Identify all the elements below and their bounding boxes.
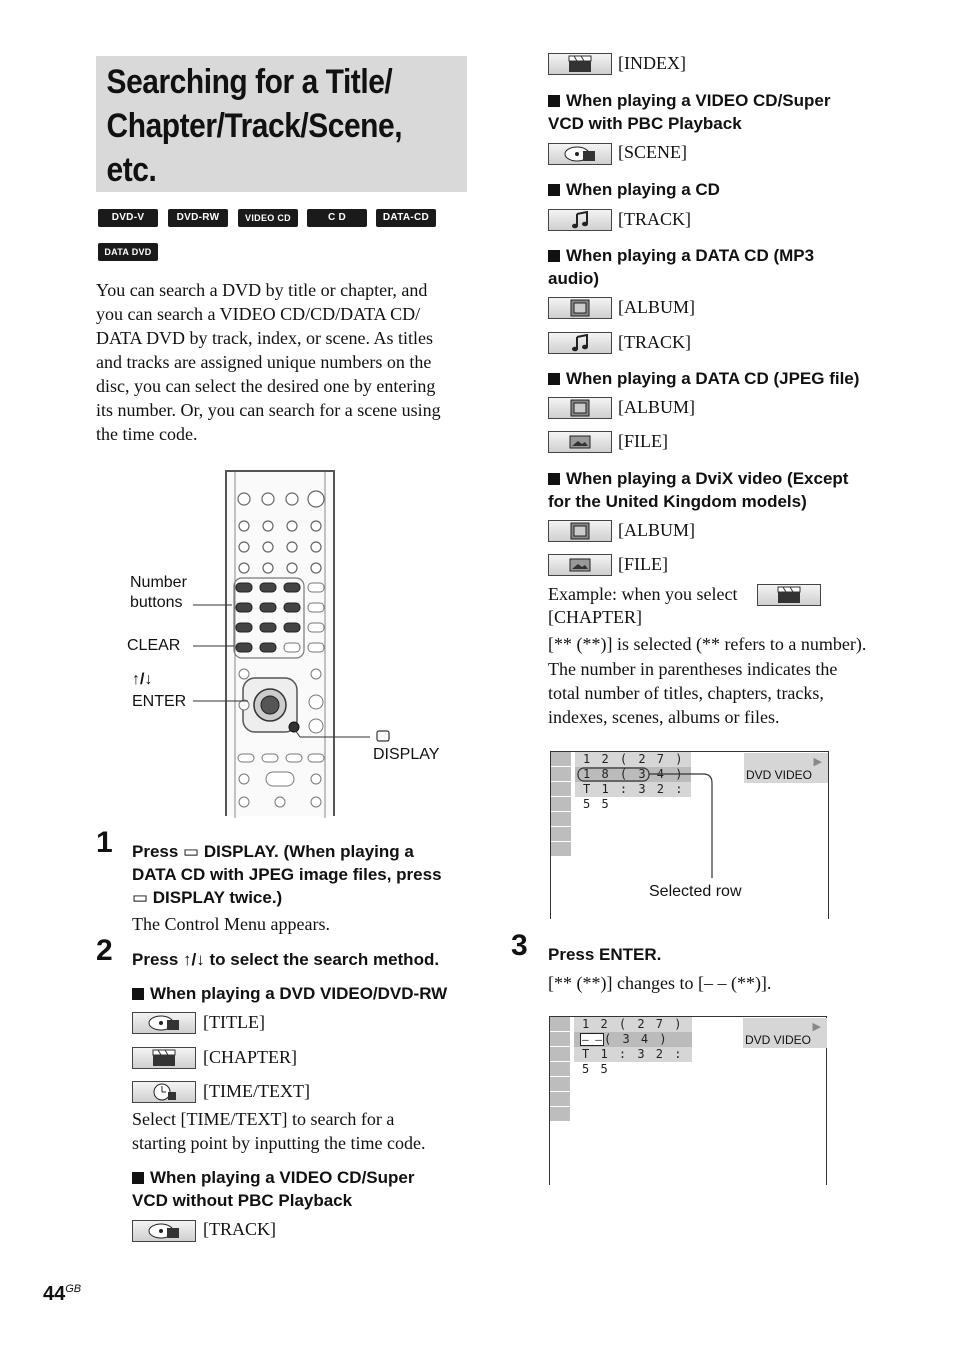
heading-text: When playing a DVD VIDEO/DVD-RW [150, 984, 448, 1003]
dvd-video-label: DVD VIDEO [745, 1033, 812, 1047]
badge-dvd-v: DVD-V [98, 209, 158, 227]
badge-data-dvd: DATA DVD [98, 243, 158, 261]
step-3-instruction: Press ENTER. [548, 945, 662, 964]
osd-row-title: 1 2 ( 2 7 ) [575, 752, 691, 767]
step-1-line: Press ▭ DISPLAY. (When playing a [132, 842, 414, 861]
square-bullet-icon [548, 184, 560, 196]
time-text-icon [132, 1081, 196, 1103]
step-3-number: 3 [511, 929, 528, 962]
item-divx-file: [FILE] [618, 554, 668, 574]
heading-text: for the United Kingdom models) [548, 492, 807, 511]
cd-heading [548, 178, 720, 201]
intro-line: and tracks are assigned unique numbers on the [96, 352, 432, 372]
osd-dvd-video-box [743, 1018, 827, 1048]
chapter-icon [132, 1047, 196, 1069]
item-divx-album: [ALBUM] [618, 520, 695, 540]
page-number-text: 44 [43, 1283, 66, 1305]
heading-text: VCD with PBC Playback [548, 114, 742, 133]
item-jpeg-file: [FILE] [618, 431, 668, 451]
item-jpeg-album: [ALBUM] [618, 397, 695, 417]
osd-row-selected [574, 1032, 692, 1047]
heading-text: When playing a DviX video (Except [566, 469, 849, 488]
control-menu-screen-2 [549, 1016, 827, 1185]
note-line: Select [TIME/TEXT] to search for a [132, 1109, 395, 1129]
item-title: [TITLE] [203, 1012, 265, 1032]
mp3-heading [548, 244, 814, 290]
heading-text: When playing a CD [566, 180, 720, 199]
example-line-2: [CHAPTER] [548, 607, 642, 627]
heading-text: VCD without PBC Playback [132, 1191, 353, 1210]
music-track-icon [548, 209, 612, 231]
heading-text: audio) [548, 269, 599, 288]
heading-text: When playing a DATA CD (JPEG file) [566, 369, 860, 388]
intro-line: its number. Or, you can search for a scene using [96, 400, 441, 420]
osd-row-selected: 1 8 ( 3 4 ) [575, 767, 691, 782]
title-line: etc. [106, 151, 157, 189]
item-vcd-track: [TRACK] [203, 1219, 276, 1239]
badge-dvd-rw: DVD-RW [168, 209, 228, 227]
step-1-number: 1 [96, 826, 113, 859]
album-icon [548, 520, 612, 542]
step-1-result: The Control Menu appears. [132, 914, 330, 934]
intro-line: you can search a VIDEO CD/CD/DATA CD/ [96, 304, 421, 324]
dvd-video-label: DVD VIDEO [746, 768, 813, 782]
label-clear: CLEAR [127, 637, 181, 654]
intro-line: You can search a DVD by title or chapter, and [96, 280, 428, 300]
item-vcd-index: [INDEX] [618, 53, 686, 73]
chapter-icon [757, 584, 821, 606]
step-2-number: 2 [96, 934, 113, 967]
item-scene: [SCENE] [618, 142, 687, 162]
music-track-icon [548, 332, 612, 354]
label-line: buttons [130, 594, 183, 611]
page-number [43, 1283, 81, 1306]
square-bullet-icon [548, 95, 560, 107]
display-icon [377, 731, 389, 741]
scene-icon [548, 143, 612, 165]
square-bullet-icon [548, 250, 560, 262]
osd-icon-column [550, 1017, 570, 1122]
divx-heading [548, 467, 848, 513]
label-arrows: ↑/↓ [132, 671, 153, 688]
label-line: Number [130, 574, 187, 591]
step-1-line: DATA CD with JPEG image files, press [132, 865, 442, 884]
vcd-nopbc-heading [132, 1166, 414, 1212]
square-bullet-icon [132, 988, 144, 1000]
badge-data-cd: DATA-CD [376, 209, 436, 227]
file-icon [548, 554, 612, 576]
osd-row-time: T 1 : 3 2 : 5 5 [575, 782, 691, 797]
item-chapter: [CHAPTER] [203, 1047, 297, 1067]
intro-line: the time code. [96, 424, 198, 444]
intro-line: DATA DVD by track, index, or scene. As titles [96, 328, 433, 348]
note-line: indexes, scenes, albums or files. [548, 707, 780, 727]
heading-text: When playing a VIDEO CD/Super [150, 1168, 415, 1187]
title-line: Chapter/Track/Scene, [106, 107, 403, 145]
step-2-instruction: Press ↑/↓ to select the search method. [132, 950, 440, 969]
page-suffix: GB [65, 1283, 82, 1295]
step-1-instruction [132, 840, 477, 909]
badge-cd: C D [307, 209, 367, 227]
input-dash-box: – – [582, 1033, 602, 1046]
step-3-result: [** (**)] changes to [– – (**)]. [548, 973, 772, 993]
example-line-1: Example: when you select [548, 584, 738, 604]
note-line: The number in parentheses indicates the [548, 659, 838, 679]
label-display: DISPLAY [373, 746, 440, 763]
title-line: Searching for a Title/ [106, 63, 393, 101]
osd-row-time: T 1 : 3 2 : 5 5 [574, 1047, 692, 1062]
item-time-text: [TIME/TEXT] [203, 1081, 310, 1101]
square-bullet-icon [548, 373, 560, 385]
heading-text: When playing a VIDEO CD/Super [566, 91, 831, 110]
album-icon [548, 297, 612, 319]
note-line: starting point by inputting the time code. [132, 1133, 426, 1153]
step-1-line: ▭ DISPLAY twice.) [132, 888, 283, 907]
album-icon [548, 397, 612, 419]
file-icon [548, 431, 612, 453]
square-bullet-icon [548, 473, 560, 485]
play-indicator-icon: ▶ [812, 1021, 821, 1033]
intro-line: disc, you can select the desired one by entering [96, 376, 436, 396]
item-mp3-album: [ALBUM] [618, 297, 695, 317]
square-bullet-icon [132, 1172, 144, 1184]
vcd-pbc-heading [548, 89, 830, 135]
note-line: total number of titles, chapters, tracks, [548, 683, 824, 703]
index-icon [548, 53, 612, 75]
control-menu-screen-1 [550, 751, 829, 919]
selected-row-label: Selected row [649, 883, 742, 900]
parentheses-note [548, 657, 893, 729]
play-indicator-icon: ▶ [813, 756, 822, 768]
item-mp3-track: [TRACK] [618, 332, 691, 352]
jpeg-heading [548, 367, 859, 390]
dvd-video-heading [132, 982, 447, 1005]
track-icon [132, 1220, 196, 1242]
title-icon [132, 1012, 196, 1034]
selected-note: [** (**)] is selected (** refers to a number). [548, 634, 867, 654]
heading-text: When playing a DATA CD (MP3 [566, 246, 815, 265]
osd-row-text: ( 3 4 ) [604, 1032, 669, 1046]
item-cd-track: [TRACK] [618, 209, 691, 229]
osd-row-title: 1 2 ( 2 7 ) [574, 1017, 692, 1032]
label-enter: ENTER [132, 693, 187, 710]
badge-video-cd: VIDEO CD [238, 209, 298, 227]
time-text-note [132, 1107, 477, 1155]
